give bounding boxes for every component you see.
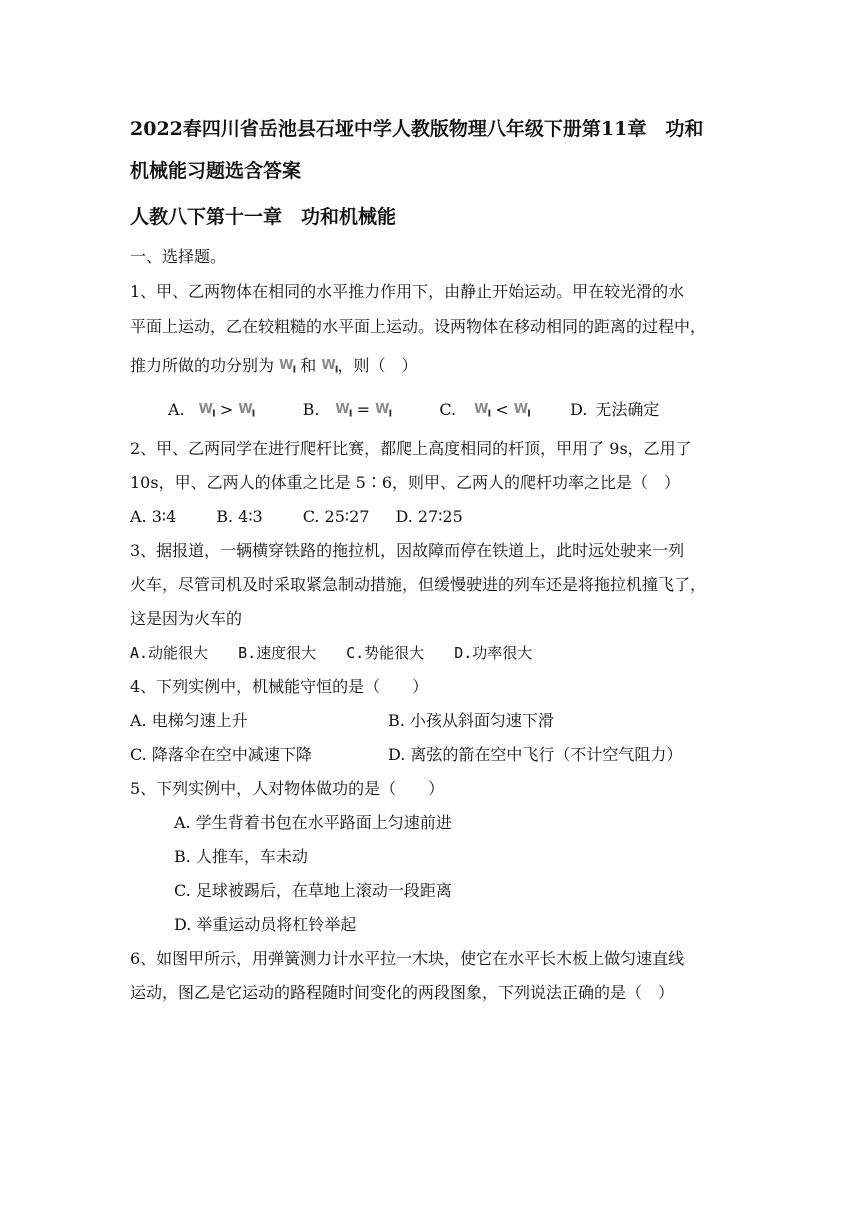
q1-option-b: B. $W_I = W_I$: [302, 400, 392, 420]
q5-option-c: C. 足球被踢后，在草地上滚动一段距离: [174, 881, 452, 900]
q2-option-b: B. 4∶3: [216, 507, 263, 526]
document-title-line-2: 机械能习题选含答案: [130, 160, 302, 182]
q3-options: [130, 642, 532, 664]
q3-line-2: 火车，尽管司机及时采取紧急制动措施，但缓慢驶进的列车还是将拖拉机撞飞了，: [130, 575, 707, 594]
q1-option-c: C. $W_I < W_I$: [439, 400, 530, 420]
q4-option-d: D. 离弦的箭在空中飞行（不计空气阻力）: [388, 745, 683, 764]
work-symbol-icon: $W_I$: [198, 402, 215, 420]
q1-line-2: 平面上运动，乙在较粗糙的水平面上运动。设两物体在移动相同的距离的过程中，: [130, 317, 707, 336]
q2-option-a: A. 3∶4: [130, 507, 177, 526]
q4-line-1: 4、下列实例中，机械能守恒的是（ ）: [130, 677, 429, 696]
q2-option-c: C. 25∶27: [302, 507, 370, 526]
q4-option-c: C. 降落伞在空中减速下降: [130, 745, 312, 764]
q3-line-1: 3、据报道，一辆横穿铁路的拖拉机，因故障而停在铁道上，此时远处驶来一列: [130, 541, 685, 560]
q1-option-d: D. 无法确定: [570, 400, 660, 419]
q1-and: 和: [300, 356, 317, 375]
work-symbol-w2: $W_I$: [321, 358, 338, 376]
q1-prefix: 推力所做的功分别为: [130, 356, 275, 375]
chapter-subtitle: 人教八下第十一章 功和机械能: [130, 206, 397, 228]
q1-option-a: A. $W_I > W_I$: [168, 400, 254, 419]
q6-line-2: 运动，图乙是它运动的路程随时间变化的两段图象，下列说法正确的是（ ）: [130, 983, 675, 1002]
q5-option-d: D. 举重运动员将杠铃举起: [174, 915, 357, 934]
work-symbol-w1: $W_I$: [279, 358, 296, 376]
document-title-line-1: 2022春四川省岳池县石垭中学人教版物理八年级下册第11章 功和: [130, 118, 704, 140]
q1-suffix: ，则（ ）: [337, 356, 418, 375]
q2-line-1: 2、甲、乙两同学在进行爬杆比赛，都爬上高度相同的杆顶，甲用了 9s，乙用了: [130, 439, 692, 458]
q5-line-1: 5、下列实例中，人对物体做功的是（ ）: [130, 779, 445, 798]
section-heading: 一、选择题。: [130, 247, 227, 266]
q1-options: [168, 399, 659, 426]
q4-option-a: A. 电梯匀速上升: [130, 711, 248, 730]
q6-line-1: 6、如图甲所示，用弹簧测力计水平拉一木块，使它在水平长木板上做匀速直线: [130, 949, 685, 968]
q5-option-a: A. 学生背着书包在水平路面上匀速前进: [174, 813, 452, 832]
q2-options: [130, 506, 463, 528]
q3-option-c: C.势能很大: [346, 644, 425, 662]
q2-line-2: 10s，甲、乙两人的体重之比是 5∶6，则甲、乙两人的爬杆功率之比是（ ）: [130, 473, 681, 492]
q4-option-b: B. 小孩从斜面匀速下滑: [388, 711, 554, 730]
q5-option-b: B. 人推车，车未动: [174, 847, 308, 866]
q1-line-1: 1、甲、乙两物体在相同的水平推力作用下，由静止开始运动。甲在较光滑的水: [130, 282, 685, 301]
q3-option-a: A.动能很大: [130, 644, 209, 662]
q3-option-b: B.速度很大: [238, 644, 317, 662]
q1-line-3: [130, 355, 417, 382]
q3-option-d: D.功率很大: [454, 644, 533, 662]
q2-option-d: D. 27∶25: [395, 507, 463, 526]
q3-line-3: 这是因为火车的: [130, 609, 243, 628]
